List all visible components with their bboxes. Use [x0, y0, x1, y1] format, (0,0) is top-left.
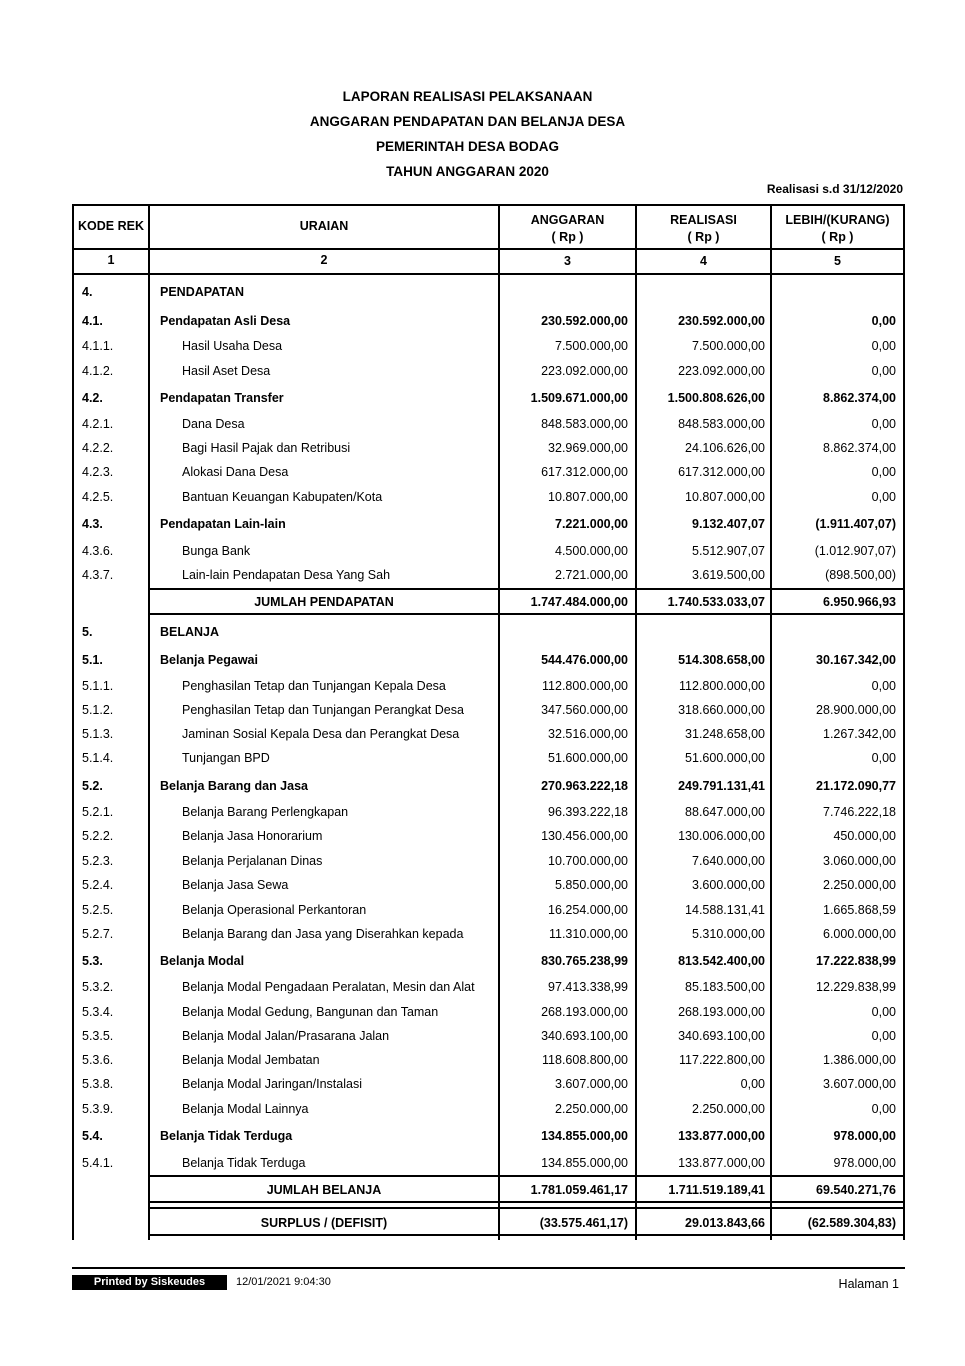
anggaran-cell: 112.800.000,00 [542, 679, 628, 693]
header-anggaran-label: ANGGARAN [530, 213, 605, 227]
lebih-kurang-cell: 0,00 [871, 1029, 896, 1043]
uraian-cell: Belanja Modal Jaringan/Instalasi [182, 1077, 362, 1091]
realisasi-cell: 29.013.843,66 [685, 1216, 765, 1230]
uraian-cell: Pendapatan Asli Desa [160, 314, 291, 328]
uraian-cell: Bunga Bank [182, 544, 251, 558]
anggaran-cell: 230.592.000,00 [541, 314, 628, 328]
table-row [72, 460, 905, 484]
lebih-kurang-cell: 8.862.374,00 [823, 391, 896, 405]
realisasi-cell: 7.500.000,00 [692, 339, 765, 353]
anggaran-cell: 1.747.484.000,00 [530, 595, 628, 609]
total-row [72, 1178, 905, 1202]
table-row [72, 873, 905, 897]
anggaran-cell: 32.516.000,00 [548, 727, 628, 741]
uraian-cell: PENDAPATAN [160, 285, 245, 299]
kode-rek-cell: 4.2.3. [82, 465, 114, 479]
lebih-kurang-cell: 8.862.374,00 [823, 441, 896, 455]
kode-rek-cell: 4.2.5. [82, 490, 114, 504]
column-number-divider [72, 273, 905, 275]
kode-rek-cell: 4.1.1. [82, 339, 114, 353]
anggaran-cell: 96.393.222,18 [548, 805, 628, 819]
realisasi-cell: 3.619.500,00 [692, 568, 765, 582]
uraian-cell: JUMLAH BELANJA [266, 1183, 382, 1197]
table-row [72, 1097, 905, 1121]
printed-by-badge: Printed by Siskeudes [72, 1275, 227, 1290]
uraian-cell: Dana Desa [182, 417, 245, 431]
lebih-kurang-cell: 978.000,00 [833, 1156, 896, 1170]
table-top-border [72, 204, 905, 206]
kode-rek-cell: 4.2.1. [82, 417, 114, 431]
uraian-cell: Belanja Modal [160, 954, 245, 968]
uraian-cell: Belanja Operasional Perkantoran [182, 903, 367, 917]
kode-rek-cell: 5.2.5. [82, 903, 114, 917]
realisasi-cell: 249.791.131,41 [678, 779, 765, 793]
report-title-block [0, 88, 935, 188]
realisasi-cell: 0,00 [740, 1077, 765, 1091]
realisasi-cell: 88.647.000,00 [685, 805, 765, 819]
table-row [72, 539, 905, 563]
anggaran-cell: 97.413.338,99 [548, 980, 628, 994]
table-row [72, 849, 905, 873]
realisasi-cell: 617.312.000,00 [678, 465, 765, 479]
kode-rek-cell: 5.3.4. [82, 1005, 114, 1019]
kode-rek-cell: 5.3.6. [82, 1053, 114, 1067]
uraian-cell: Belanja Modal Jembatan [182, 1053, 320, 1067]
anggaran-cell: 340.693.100,00 [541, 1029, 628, 1043]
column-number-5: 5 [834, 254, 841, 268]
realisasi-cell: 24.106.626,00 [685, 441, 765, 455]
uraian-cell: Belanja Barang dan Jasa [160, 779, 308, 793]
anggaran-cell: 3.607.000,00 [555, 1077, 628, 1091]
realisasi-cell: 10.807.000,00 [685, 490, 765, 504]
lebih-kurang-cell: 0,00 [871, 314, 896, 328]
lebih-kurang-cell: (1.012.907,07) [814, 544, 896, 558]
anggaran-cell: 11.310.000,00 [548, 927, 628, 941]
lebih-kurang-cell: 30.167.342,00 [816, 653, 896, 667]
uraian-cell: Belanja Modal Gedung, Bangunan dan Taman [182, 1005, 439, 1019]
kode-rek-cell: 4.3.6. [82, 544, 114, 558]
uraian-cell: Belanja Jasa Sewa [182, 878, 289, 892]
anggaran-cell: 130.456.000,00 [541, 829, 628, 843]
kode-rek-cell: 5. [82, 625, 93, 639]
realisasi-cell: 848.583.000,00 [678, 417, 765, 431]
realisasi-cell: 514.308.658,00 [678, 653, 765, 667]
table-row [72, 824, 905, 848]
uraian-cell: Bagi Hasil Pajak dan Retribusi [182, 441, 351, 455]
uraian-cell: Belanja Modal Jalan/Prasarana Jalan [182, 1029, 390, 1043]
lebih-kurang-cell: (62.589.304,83) [807, 1216, 896, 1230]
table-row [72, 698, 905, 722]
column-number-3: 3 [564, 254, 571, 268]
realisasi-cell: 268.193.000,00 [678, 1005, 765, 1019]
lebih-kurang-cell: 1.665.868,59 [823, 903, 896, 917]
anggaran-cell: 16.254.000,00 [548, 903, 628, 917]
uraian-cell: Belanja Barang Perlengkapan [182, 805, 349, 819]
surplus-bottom-rule [148, 1234, 905, 1236]
lebih-kurang-cell: 69.540.271,76 [816, 1183, 896, 1197]
realisasi-cell: 5.512.907,07 [692, 544, 765, 558]
anggaran-cell: 7.500.000,00 [555, 339, 628, 353]
column-number-2: 2 [320, 253, 328, 267]
kode-rek-cell: 5.2.7. [82, 927, 114, 941]
group-row [72, 512, 905, 536]
table-row [72, 746, 905, 770]
lebih-kurang-cell: 0,00 [871, 364, 896, 378]
anggaran-cell: 1.509.671.000,00 [530, 391, 628, 405]
anggaran-cell: 4.500.000,00 [555, 544, 628, 558]
realisasi-cell: 318.660.000,00 [678, 703, 765, 717]
table-row [72, 334, 905, 358]
page-number: Halaman 1 [838, 1277, 899, 1291]
lebih-kurang-cell: 6.950.966,93 [823, 595, 896, 609]
lebih-kurang-cell: 0,00 [871, 1102, 896, 1116]
anggaran-cell: 270.963.222,18 [541, 779, 628, 793]
kode-rek-cell: 5.2.1. [82, 805, 114, 819]
table-row [72, 485, 905, 509]
realisasi-cell: 117.222.800,00 [679, 1053, 765, 1067]
realisasi-cell: 1.711.519.189,41 [668, 1183, 765, 1197]
realisasi-cell: 51.600.000,00 [685, 751, 765, 765]
lebih-kurang-cell: 0,00 [871, 679, 896, 693]
lebih-kurang-cell: 0,00 [871, 465, 896, 479]
anggaran-cell: 830.765.238,99 [541, 954, 628, 968]
kode-rek-cell: 4. [82, 285, 93, 299]
kode-rek-cell: 4.1. [82, 314, 103, 328]
lebih-kurang-cell: 28.900.000,00 [816, 703, 896, 717]
kode-rek-cell: 5.2.4. [82, 878, 114, 892]
lebih-kurang-cell: 1.386.000,00 [823, 1053, 896, 1067]
table-row [72, 898, 905, 922]
header-lebih-kurang [772, 212, 903, 246]
realisasi-cell: 112.800.000,00 [679, 679, 765, 693]
total-row [72, 590, 905, 614]
anggaran-cell: 848.583.000,00 [541, 417, 628, 431]
lebih-kurang-cell: 1.267.342,00 [823, 727, 896, 741]
table-row [72, 563, 905, 587]
jumlah-belanja-top-rule [148, 1175, 905, 1177]
column-number-4: 4 [700, 254, 707, 268]
lebih-kurang-cell: 0,00 [871, 490, 896, 504]
realisasi-cell: 133.877.000,00 [678, 1156, 765, 1170]
section-row [72, 620, 905, 644]
table-row [72, 1000, 905, 1024]
realisasi-cell: 5.310.000,00 [692, 927, 765, 941]
lebih-kurang-cell: 3.607.000,00 [823, 1077, 896, 1091]
realisasi-cell: 1.500.808.626,00 [667, 391, 765, 405]
surplus-row [72, 1211, 905, 1235]
column-number-1: 1 [107, 253, 115, 267]
uraian-cell: Belanja Modal Pengadaan Peralatan, Mesin dan Alat [182, 980, 475, 994]
kode-rek-cell: 5.4. [82, 1129, 103, 1143]
realisasi-cell: 14.588.131,41 [685, 903, 765, 917]
section-row [72, 280, 905, 304]
realisasi-cell: 223.092.000,00 [678, 364, 765, 378]
uraian-cell: Belanja Modal Lainnya [182, 1102, 309, 1116]
anggaran-cell: 347.560.000,00 [541, 703, 628, 717]
header-lebih-kurang-unit: ( Rp ) [821, 230, 854, 244]
kode-rek-cell: 5.2.3. [82, 854, 114, 868]
anggaran-cell: 223.092.000,00 [541, 364, 628, 378]
uraian-cell: SURPLUS / (DEFISIT) [260, 1216, 388, 1230]
table-row [72, 922, 905, 946]
lebih-kurang-cell: 0,00 [871, 1005, 896, 1019]
printed-timestamp: 12/01/2021 9:04:30 [236, 1276, 331, 1288]
report-title-line-4: TAHUN ANGGARAN 2020 [386, 164, 549, 179]
header-realisasi [637, 212, 770, 246]
realisasi-cell: 2.250.000,00 [692, 1102, 765, 1116]
lebih-kurang-cell: 978.000,00 [833, 1129, 896, 1143]
lebih-kurang-cell: 2.250.000,00 [823, 878, 896, 892]
uraian-cell: Jaminan Sosial Kepala Desa dan Perangkat Desa [182, 727, 460, 741]
lebih-kurang-cell: 21.172.090,77 [816, 779, 896, 793]
uraian-cell: Pendapatan Lain-lain [160, 517, 286, 531]
report-title-line-1: LAPORAN REALISASI PELAKSANAAN [342, 89, 593, 104]
realisasi-cell: 7.640.000,00 [692, 854, 765, 868]
header-uraian: URAIAN [299, 219, 349, 233]
uraian-cell: Alokasi Dana Desa [182, 465, 289, 479]
report-title-line-2: ANGGARAN PENDAPATAN DAN BELANJA DESA [309, 114, 626, 129]
realisasi-cell: 813.542.400,00 [678, 954, 765, 968]
realisasi-cell: 9.132.407,07 [692, 517, 765, 531]
table-row [72, 412, 905, 436]
kode-rek-cell: 5.4.1. [82, 1156, 114, 1170]
table-row [72, 674, 905, 698]
anggaran-cell: 51.600.000,00 [548, 751, 628, 765]
kode-rek-cell: 5.1.2. [82, 703, 114, 717]
realisasi-date: Realisasi s.d 31/12/2020 [766, 182, 903, 196]
realisasi-cell: 31.248.658,00 [685, 727, 765, 741]
anggaran-cell: 5.850.000,00 [555, 878, 628, 892]
lebih-kurang-cell: 0,00 [871, 417, 896, 431]
anggaran-cell: 134.855.000,00 [541, 1129, 628, 1143]
surplus-top-rule [148, 1207, 905, 1209]
kode-rek-cell: 5.3.2. [82, 980, 114, 994]
header-anggaran [500, 212, 635, 246]
group-row [72, 386, 905, 410]
lebih-kurang-cell: 6.000.000,00 [823, 927, 896, 941]
header-divider [72, 248, 905, 250]
kode-rek-cell: 4.2. [82, 391, 103, 405]
kode-rek-cell: 5.1. [82, 653, 103, 667]
lebih-kurang-cell: 0,00 [871, 339, 896, 353]
uraian-cell: Belanja Perjalanan Dinas [182, 854, 323, 868]
jumlah-belanja-bottom-rule [148, 1201, 905, 1203]
kode-rek-cell: 5.3.5. [82, 1029, 114, 1043]
uraian-cell: Lain-lain Pendapatan Desa Yang Sah [182, 568, 391, 582]
kode-rek-cell: 5.2.2. [82, 829, 114, 843]
anggaran-cell: 2.250.000,00 [555, 1102, 628, 1116]
kode-rek-cell: 4.3. [82, 517, 103, 531]
uraian-cell: Belanja Jasa Honorarium [182, 829, 323, 843]
anggaran-cell: 10.700.000,00 [548, 854, 628, 868]
uraian-cell: Bantuan Keuangan Kabupaten/Kota [182, 490, 383, 504]
realisasi-cell: 85.183.500,00 [685, 980, 765, 994]
lebih-kurang-cell: 450.000,00 [833, 829, 896, 843]
uraian-cell: Belanja Tidak Terduga [160, 1129, 293, 1143]
lebih-kurang-cell: 12.229.838,99 [816, 980, 896, 994]
kode-rek-cell: 5.1.1. [82, 679, 114, 693]
realisasi-cell: 340.693.100,00 [678, 1029, 765, 1043]
group-row [72, 648, 905, 672]
anggaran-cell: 268.193.000,00 [541, 1005, 628, 1019]
table-row [72, 1048, 905, 1072]
lebih-kurang-cell: 17.222.838,99 [816, 954, 896, 968]
uraian-cell: Hasil Usaha Desa [182, 339, 283, 353]
table-row [72, 800, 905, 824]
kode-rek-cell: 4.3.7. [82, 568, 114, 582]
header-anggaran-unit: ( Rp ) [551, 230, 584, 244]
lebih-kurang-cell: (1.911.407,07) [815, 517, 896, 531]
table-row [72, 436, 905, 460]
budget-realization-table [72, 204, 905, 1240]
kode-rek-cell: 5.1.4. [82, 751, 114, 765]
group-row [72, 774, 905, 798]
kode-rek-cell: 5.3.8. [82, 1077, 114, 1091]
realisasi-cell: 1.740.533.033,07 [667, 595, 765, 609]
anggaran-cell: 134.855.000,00 [541, 1156, 628, 1170]
uraian-cell: Penghasilan Tetap dan Tunjangan Perangkat Desa [182, 703, 464, 717]
header-realisasi-label: REALISASI [670, 213, 737, 227]
group-row [72, 949, 905, 973]
uraian-cell: Tunjangan BPD [182, 751, 270, 765]
realisasi-cell: 3.600.000,00 [692, 878, 765, 892]
anggaran-cell: 7.221.000,00 [555, 517, 628, 531]
report-title-line-3: PEMERINTAH DESA BODAG [375, 139, 559, 154]
kode-rek-cell: 4.2.2. [82, 441, 114, 455]
uraian-cell: Belanja Pegawai [160, 653, 258, 667]
anggaran-cell: 544.476.000,00 [541, 653, 628, 667]
uraian-cell: BELANJA [160, 625, 220, 639]
footer-divider [72, 1267, 905, 1269]
kode-rek-cell: 4.1.2. [82, 364, 114, 378]
table-row [72, 359, 905, 383]
kode-rek-cell: 5.3.9. [82, 1102, 114, 1116]
uraian-cell: JUMLAH PENDAPATAN [254, 595, 394, 609]
lebih-kurang-cell: 0,00 [871, 751, 896, 765]
anggaran-cell: 32.969.000,00 [548, 441, 628, 455]
lebih-kurang-cell: (898.500,00) [825, 568, 896, 582]
header-kode-rek: KODE REK [78, 219, 144, 233]
anggaran-cell: 1.781.059.461,17 [530, 1183, 628, 1197]
header-realisasi-unit: ( Rp ) [687, 230, 720, 244]
lebih-kurang-cell: 3.060.000,00 [823, 854, 896, 868]
jumlah-pendapatan-top-rule [148, 588, 905, 590]
table-row [72, 975, 905, 999]
uraian-cell: Belanja Barang dan Jasa yang Diserahkan kepada [182, 927, 464, 941]
table-row [72, 1151, 905, 1175]
uraian-cell: Hasil Aset Desa [182, 364, 271, 378]
uraian-cell: Pendapatan Transfer [160, 391, 284, 405]
uraian-cell: Penghasilan Tetap dan Tunjangan Kepala Desa [182, 679, 446, 693]
lebih-kurang-cell: 7.746.222,18 [823, 805, 896, 819]
anggaran-cell: (33.575.461,17) [539, 1216, 628, 1230]
table-row [72, 722, 905, 746]
uraian-cell: Belanja Tidak Terduga [182, 1156, 306, 1170]
kode-rek-cell: 5.3. [82, 954, 103, 968]
anggaran-cell: 10.807.000,00 [548, 490, 628, 504]
kode-rek-cell: 5.1.3. [82, 727, 114, 741]
table-row [72, 1072, 905, 1096]
realisasi-cell: 133.877.000,00 [678, 1129, 765, 1143]
header-lebih-kurang-label: LEBIH/(KURANG) [785, 213, 890, 227]
group-row [72, 309, 905, 333]
realisasi-cell: 130.006.000,00 [678, 829, 765, 843]
anggaran-cell: 118.608.800,00 [542, 1053, 628, 1067]
anggaran-cell: 617.312.000,00 [541, 465, 628, 479]
table-row [72, 1024, 905, 1048]
jumlah-pendapatan-bottom-rule [148, 613, 905, 615]
kode-rek-cell: 5.2. [82, 779, 103, 793]
group-row [72, 1124, 905, 1148]
anggaran-cell: 2.721.000,00 [555, 568, 628, 582]
realisasi-cell: 230.592.000,00 [678, 314, 765, 328]
